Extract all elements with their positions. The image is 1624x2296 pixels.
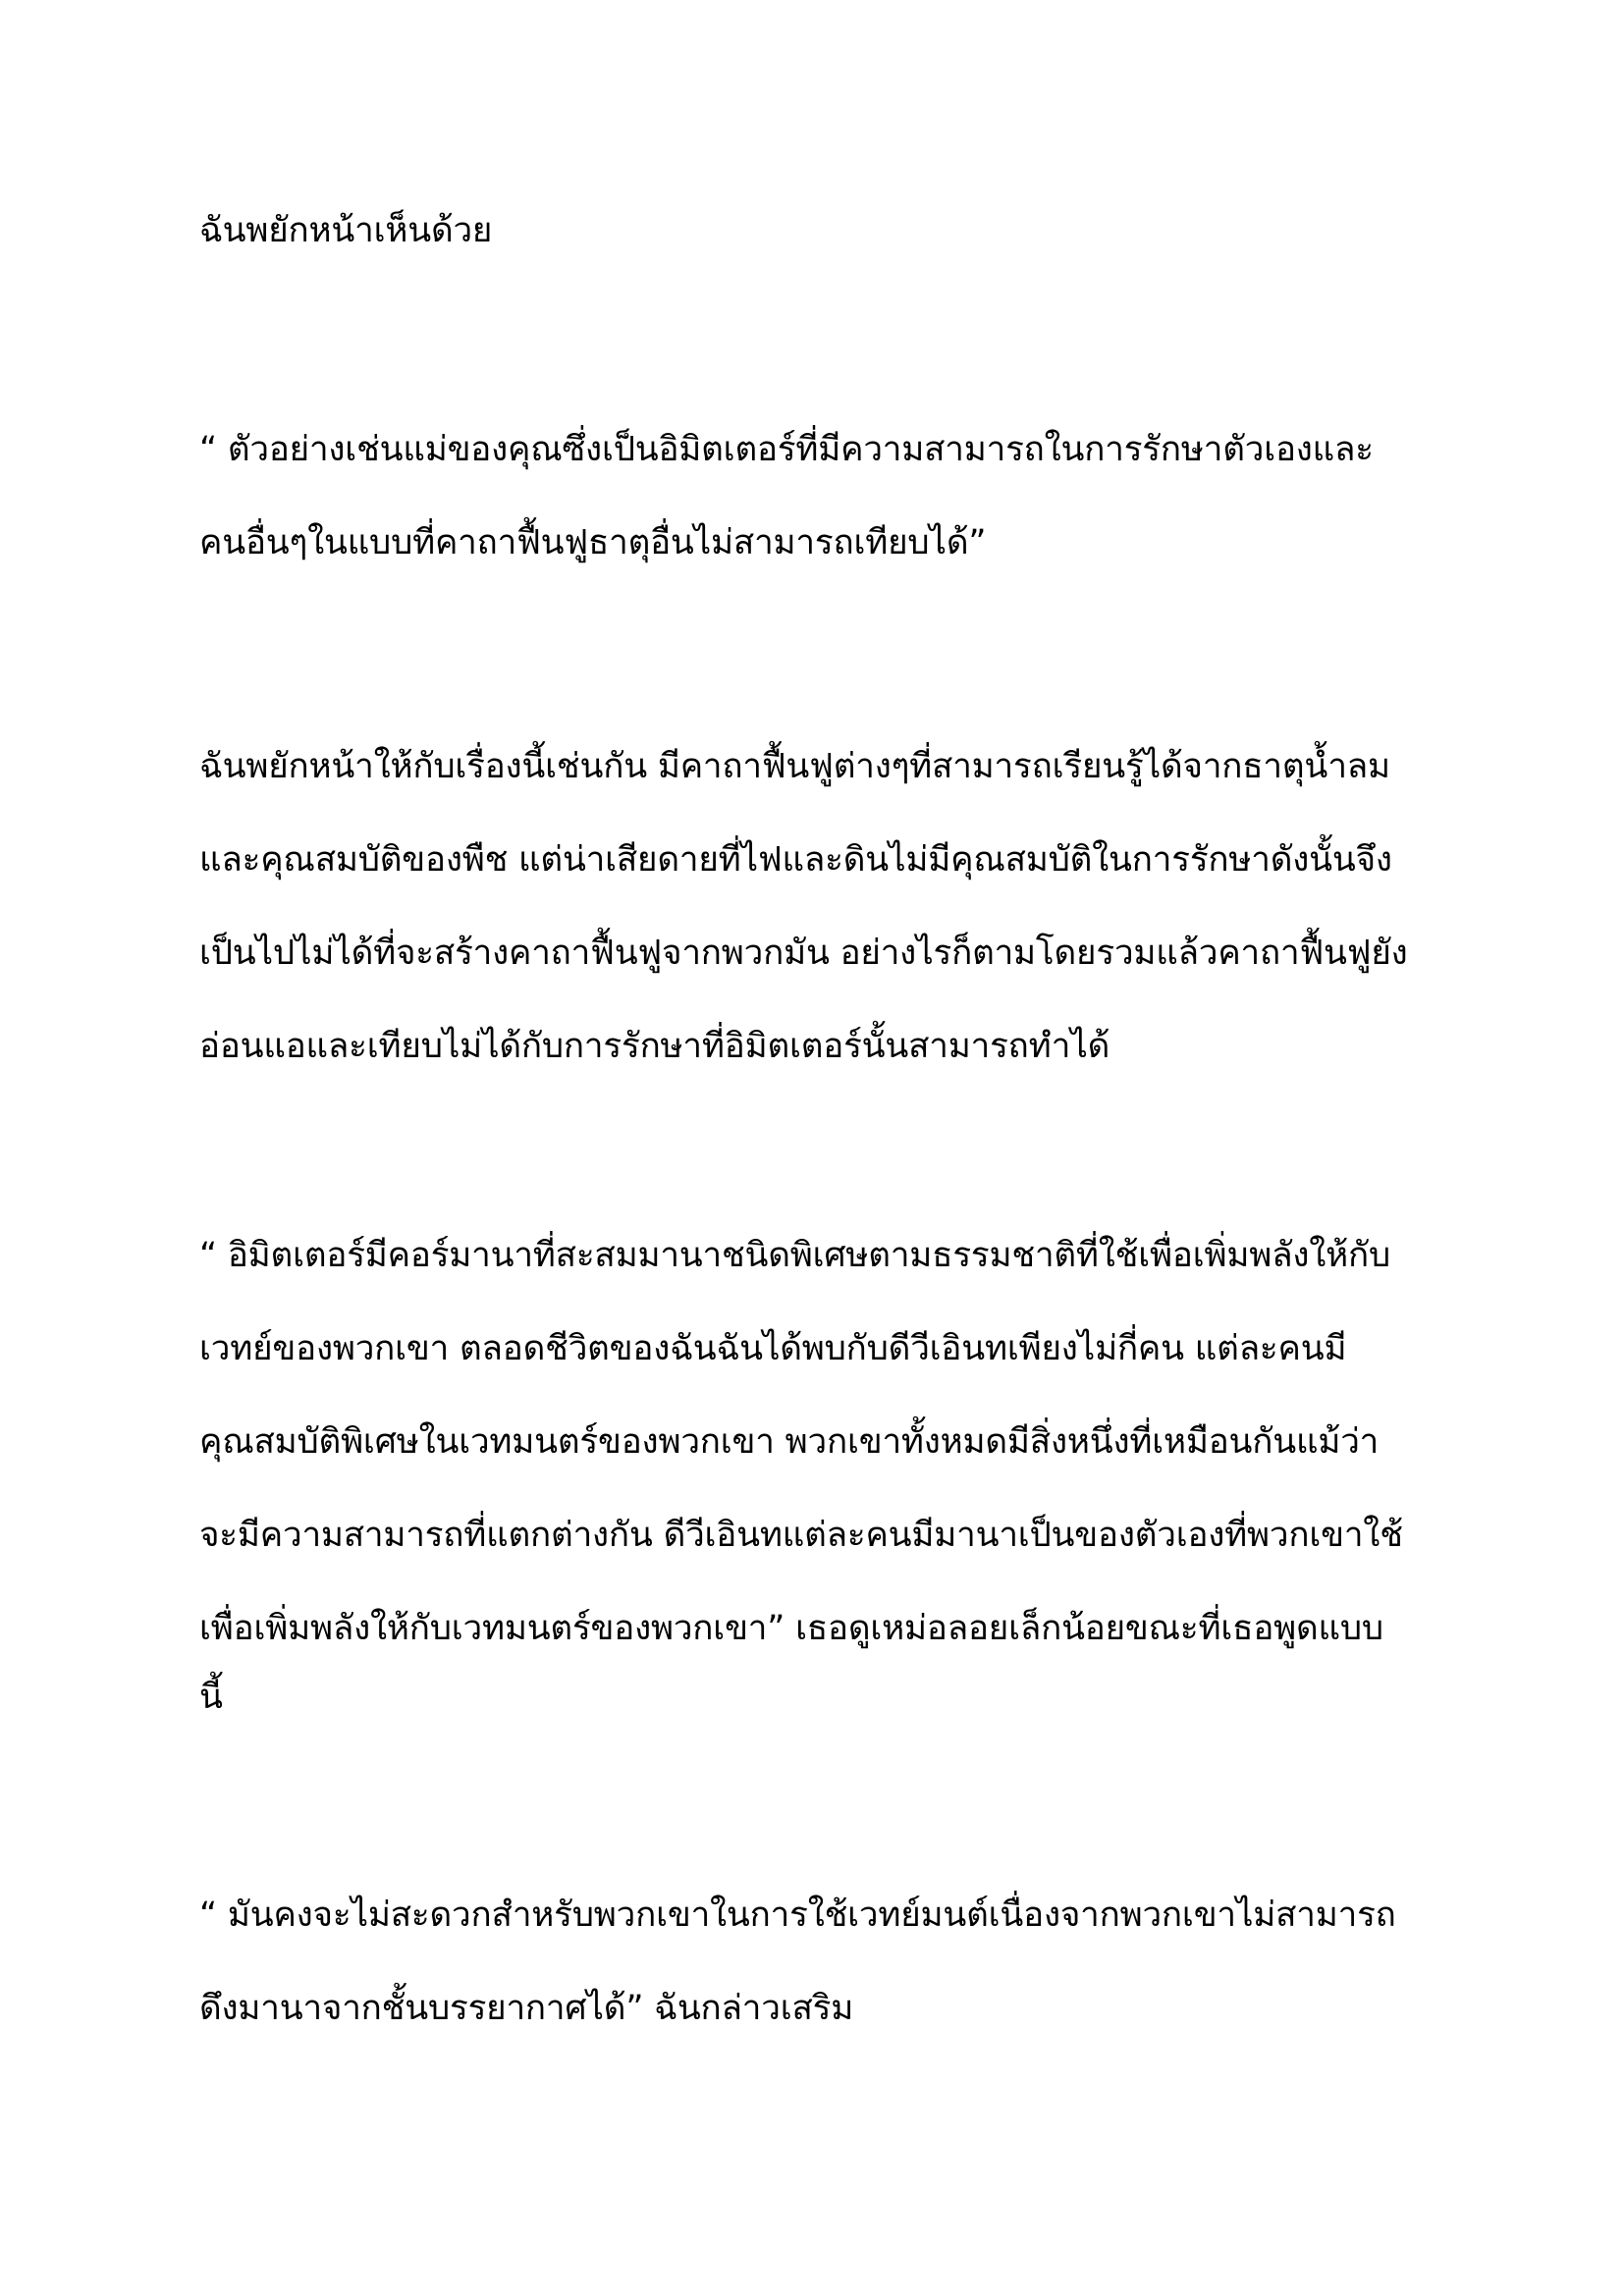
paragraph-1-line-1: ฉันพยักหน้าเห็นด้วย xyxy=(199,211,493,250)
paragraph-3-line-2: และคุณสมบัติของพืช แต่น่าเสียดายที่ไฟและดินไม่มีคุณสมบัติในการรักษาดังนั้นจึง xyxy=(199,840,1392,880)
paragraph-4-line-2: เวทย์ของพวกเขา ตลอดชีวิตของฉันฉันได้พบกับดีวีเอินทเพียงไม่กี่คน แต่ละคนมี xyxy=(199,1329,1347,1368)
paragraph-3-line-4: อ่อนแอและเทียบไม่ได้กับการรักษาที่อิมิตเตอร์นั้นสามารถทำได้ xyxy=(199,1027,1110,1066)
paragraph-2-line-1: “ ตัวอย่างเช่นแม่ของคุณซึ่งเป็นอิมิตเตอร์ที่มีความสามารถในการรักษาตัวเองและ xyxy=(199,430,1374,469)
paragraph-5-line-1: “ มันคงจะไม่สะดวกสำหรับพวกเขาในการใช้เวทย์มนต์เนื่องจากพวกเขาไม่สามารถ xyxy=(199,1896,1396,1935)
paragraph-4-line-1: “ อิมิตเตอร์มีคอร์มานาที่สะสมมานาชนิดพิเศษตามธรรมชาติที่ใช้เพื่อเพิ่มพลังให้กับ xyxy=(199,1236,1390,1275)
paragraph-4-line-3: คุณสมบัติพิเศษในเวทมนตร์ของพวกเขา พวกเขาทั้งหมดมีสิ่งหนึ่งที่เหมือนกันแม้ว่า xyxy=(199,1422,1380,1462)
paragraph-4-line-6: นี้ xyxy=(199,1678,223,1717)
paragraph-3-line-1: ฉันพยักหน้าให้กับเรื่องนี้เช่นกัน มีคาถาฟื้นฟูต่างๆที่สามารถเรียนรู้ได้จากธาตุน้ำลม xyxy=(199,747,1390,786)
paragraph-4-line-5: เพื่อเพิ่มพลังให้กับเวทมนตร์ของพวกเขา” เธอดูเหม่อลอยเล็กน้อยขณะที่เธอพูดแบบ xyxy=(199,1609,1383,1648)
paragraph-5-line-2: ดึงมานาจากชั้นบรรยากาศได้” ฉันกล่าวเสริม xyxy=(199,1989,854,2028)
paragraph-2-line-2: คนอื่นๆในแบบที่คาถาฟื้นฟูธาตุอื่นไม่สามารถเทียบได้” xyxy=(199,523,987,562)
paragraph-4-line-4: จะมีความสามารถที่แตกต่างกัน ดีวีเอินทแต่ละคนมีมานาเป็นของตัวเองที่พวกเขาใช้ xyxy=(199,1516,1403,1555)
paragraph-3-line-3: เป็นไปไม่ได้ที่จะสร้างคาถาฟื้นฟูจากพวกมัน อย่างไรก็ตามโดยรวมแล้วคาถาฟื้นฟูยัง xyxy=(199,934,1408,973)
